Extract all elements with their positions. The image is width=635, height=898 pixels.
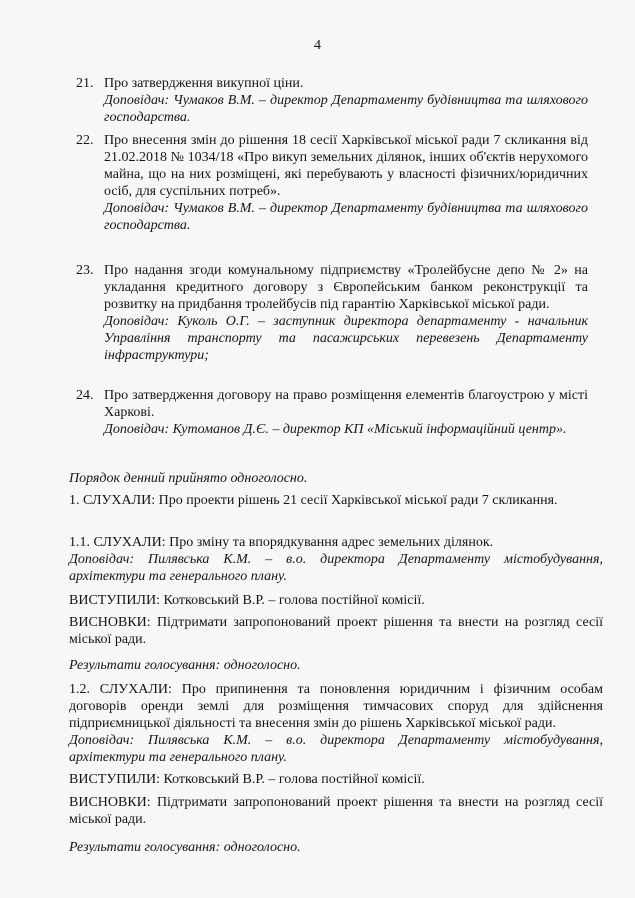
- agenda-item-title: Про затвердження викупної ціни.: [104, 76, 304, 91]
- conclusions-subitem-1-1: ВИСНОВКИ: Підтримати запропонований проект рішення та внести на розгляд сесії міської ради.: [69, 615, 603, 647]
- spoke-subitem-1-2: ВИСТУПИЛИ: Котковський В.Р. – голова постійної комісії.: [69, 772, 425, 787]
- voting-subitem-1-2: Результати голосування: одноголосно.: [69, 840, 301, 855]
- agenda-item-speaker: Доповідач: Чумаков В.М. – директор Департаменту будівництва та шляхового господарства.: [104, 201, 588, 233]
- agenda-item-number: 21.: [76, 76, 94, 91]
- agenda-item-speaker: Доповідач: Кутоманов Д.Є. – директор КП «Міський інформаційний центр».: [104, 422, 567, 437]
- agenda-item-24: [76, 387, 588, 438]
- agenda-item-title: Про внесення змін до рішення 18 сесії Харківської міської ради 7 скликання від 21.02.2018 № 1034/18 «Про викуп земельних ділянок, інших об'єктів нерухомого майна, що на них розміщені, які перебувають у власності фізичних/юридичних осіб, для суспільних потреб».: [104, 133, 588, 199]
- heard-main: 1. СЛУХАЛИ: Про проекти рішень 21 сесії Харківської міської ради 7 скликання.: [69, 493, 558, 508]
- spoke-subitem-1-1: ВИСТУПИЛИ: Котковський В.Р. – голова постійної комісії.: [69, 593, 425, 608]
- agenda-item-number: 23.: [76, 263, 94, 278]
- voting-subitem-1-1: Результати голосування: одноголосно.: [69, 658, 301, 673]
- agenda-item-speaker: Доповідач: Чумаков В.М. – директор Департаменту будівництва та шляхового господарства.: [104, 93, 588, 125]
- agenda-item-title: Про надання згоди комунальному підприємству «Тролейбусне депо № 2» на укладання кредитного договору з Європейським банком реконструкції та розвитку на придбання тролейбусів під гарантію Харківської міської ради.: [104, 263, 588, 312]
- speaker-subitem-1-1: Доповідач: Пилявська К.М. – в.о. директора Департаменту містобудування, архітектури та генерального плану.: [69, 552, 603, 584]
- agenda-item-23: [76, 262, 588, 364]
- speaker-subitem-1-2: Доповідач: Пилявська К.М. – в.о. директора Департаменту містобудування, архітектури та генерального плану.: [69, 733, 603, 765]
- agenda-item-22: [76, 132, 588, 234]
- heard-subitem-1-2: 1.2. СЛУХАЛИ: Про припинення та поновлення юридичним і фізичним особам договорів оренди землі для розміщення тимчасових споруд для здійснення підприємницької діяльності та внесення змін до рішень Харківської міської ради.: [69, 682, 603, 731]
- agenda-item-number: 24.: [76, 388, 94, 403]
- agenda-result: Порядок денний прийнято одноголосно.: [69, 471, 308, 486]
- heard-subitem-1-1: 1.1. СЛУХАЛИ: Про зміну та впорядкування адрес земельних ділянок.: [69, 535, 494, 550]
- agenda-item-speaker: Доповідач: Куколь О.Г. – заступник директора департаменту - начальник Управління транспорту та пасажирських перевезень Департаменту інфраструктури;: [104, 314, 588, 363]
- conclusions-subitem-1-2: ВИСНОВКИ: Підтримати запропонований проект рішення та внести на розгляд сесії міської ради.: [69, 795, 603, 827]
- agenda-item-number: 22.: [76, 133, 94, 148]
- agenda-item-21: [76, 75, 588, 126]
- page-number: 4: [314, 38, 321, 53]
- agenda-item-title: Про затвердження договору на право розміщення елементів благоустрою у місті Харкові.: [104, 388, 588, 420]
